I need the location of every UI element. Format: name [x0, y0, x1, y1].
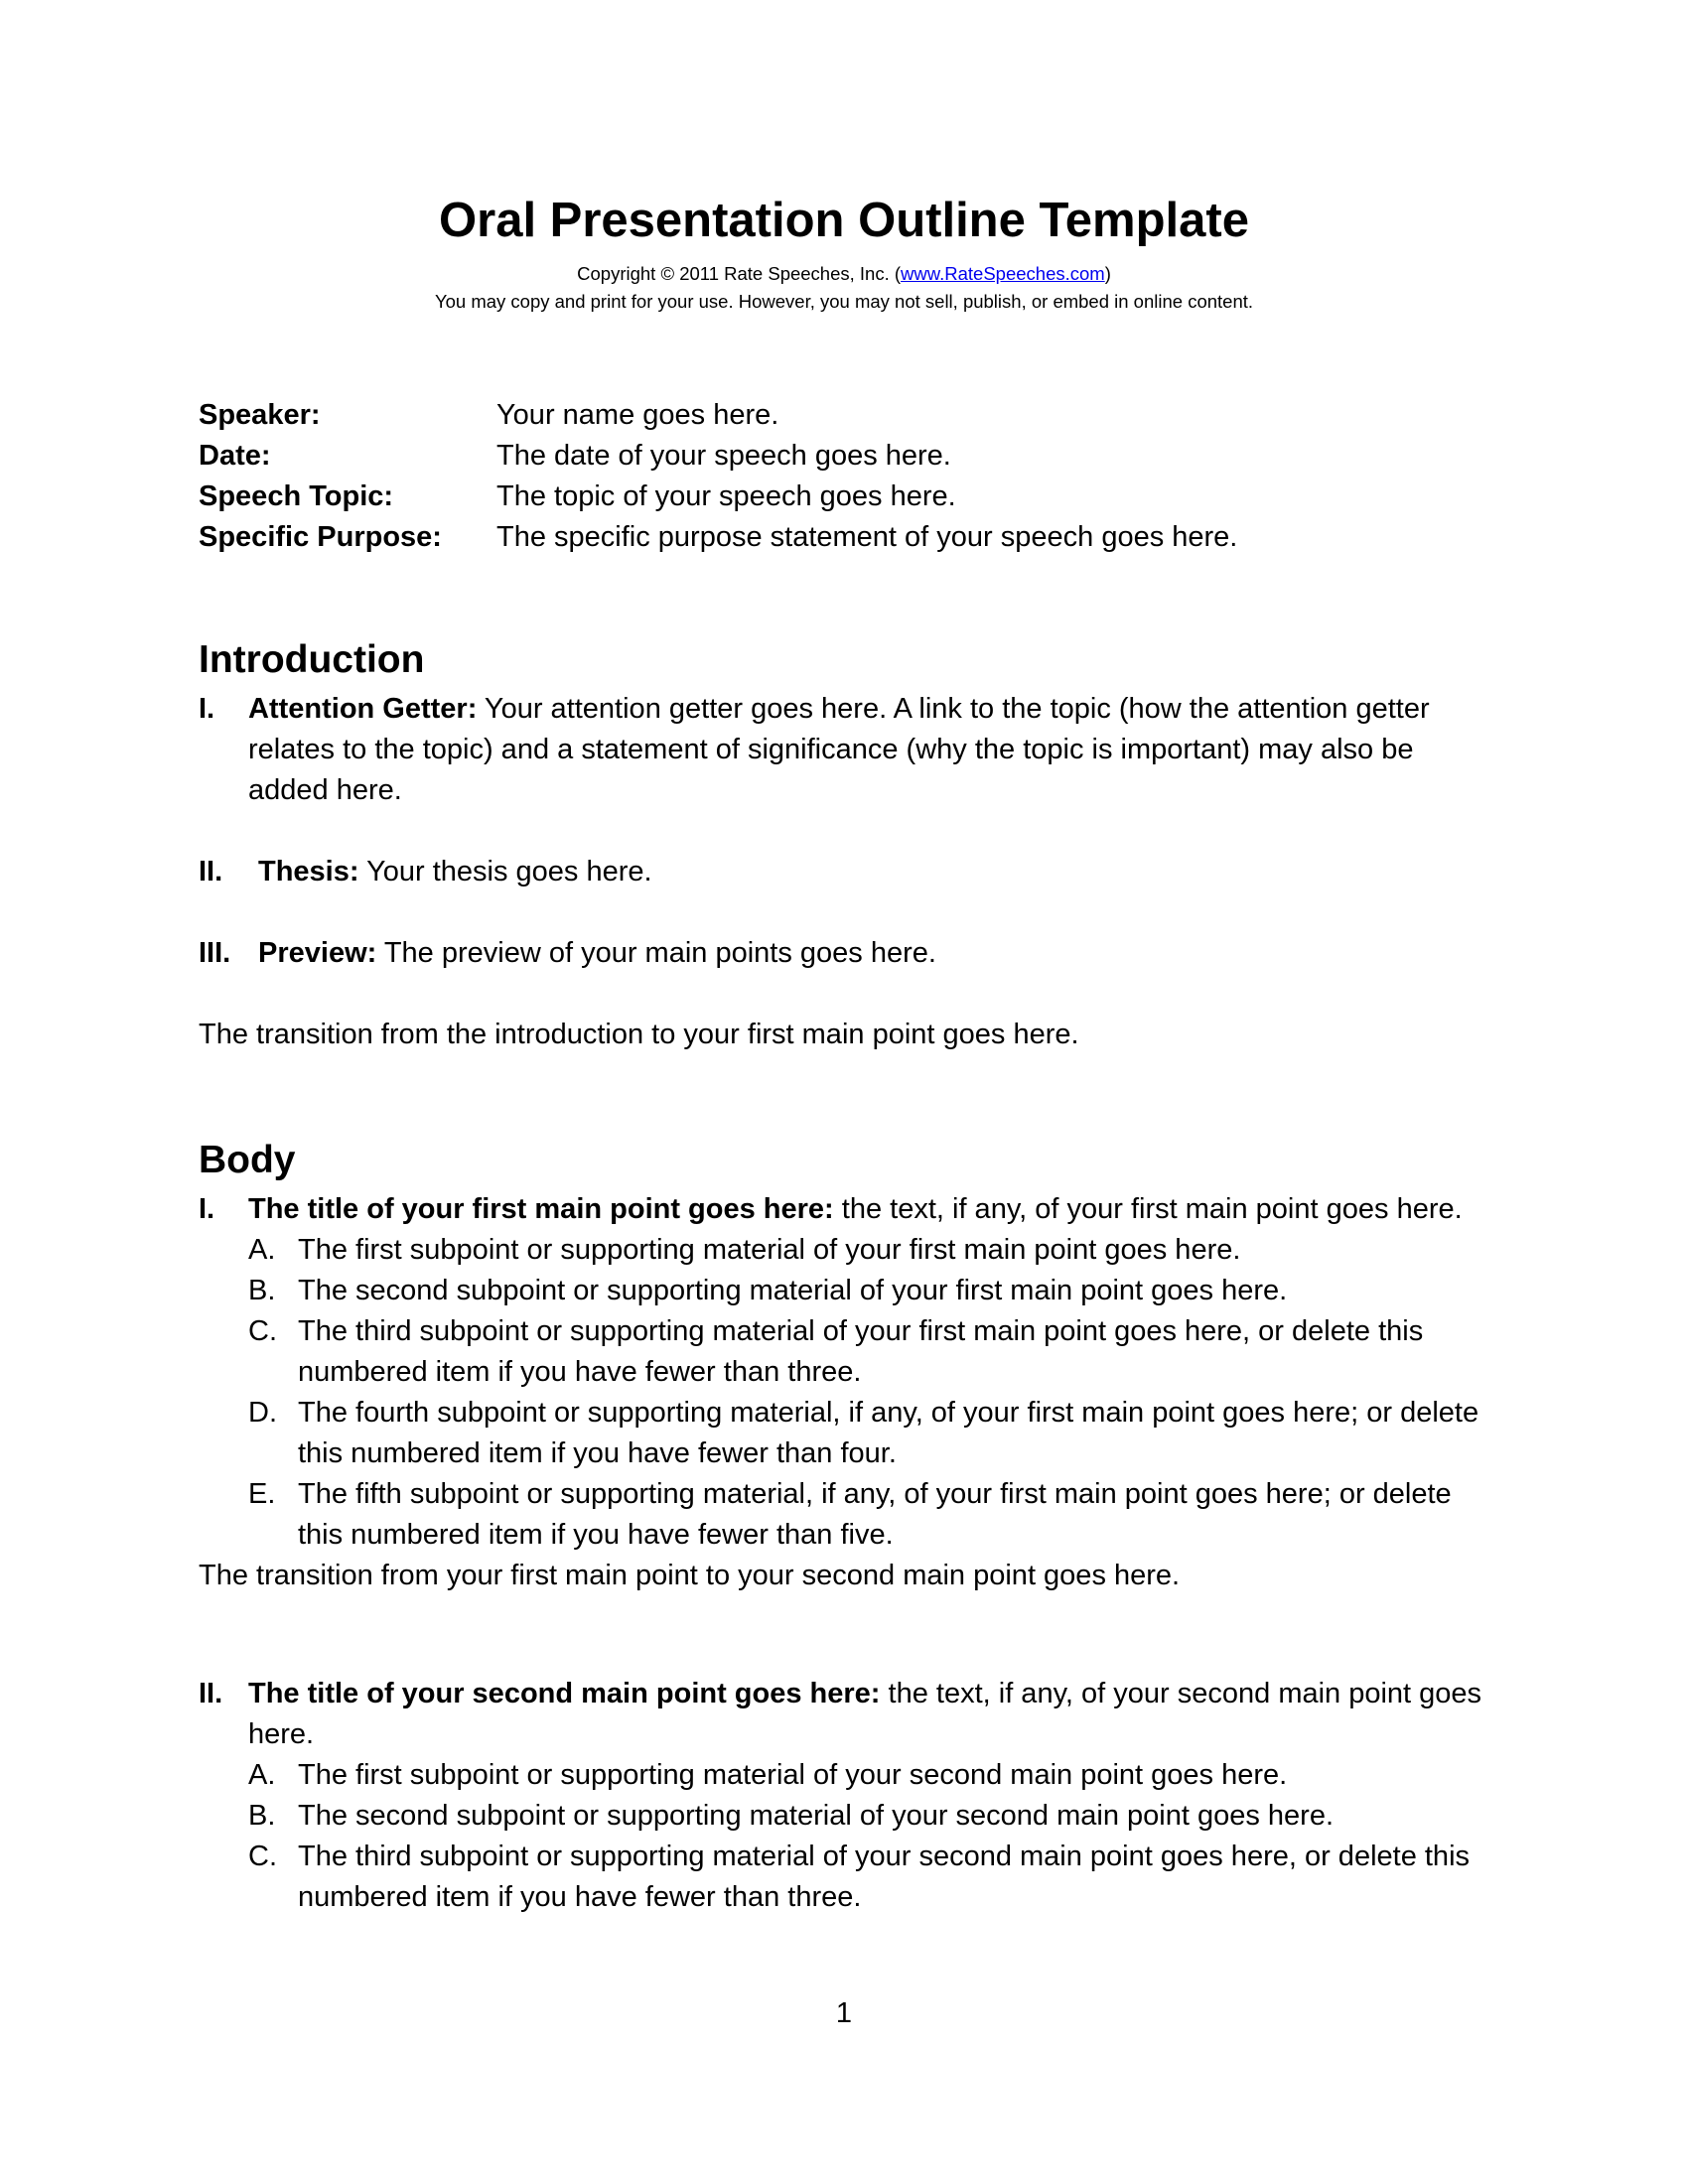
- intro-item-preview: [199, 933, 1489, 974]
- introduction-heading: Introduction: [199, 638, 425, 681]
- copyright-notice: [0, 260, 1688, 316]
- intro-transition: The transition from the introduction to your first main point goes here.: [199, 1019, 1079, 1050]
- item-text: the text, if any, of your second main point goes here.: [248, 1678, 1482, 1750]
- info-value: The topic of your speech goes here.: [496, 480, 956, 512]
- usage-notice: You may copy and print for your use. However, you may not sell, publish, or embed in online content.: [434, 291, 1254, 312]
- info-label: Date:: [199, 440, 271, 472]
- item-number: II.: [199, 1678, 223, 1709]
- main-point: [199, 1674, 1489, 1755]
- page-number: 1: [835, 1997, 853, 2029]
- subpoint-text: The first subpoint or supporting material of your first main point goes here.: [298, 1234, 1241, 1266]
- intro-item-thesis: [199, 852, 1489, 892]
- item-number: II.: [199, 856, 223, 887]
- item-label: Preview:: [258, 937, 377, 969]
- point-transition: The transition from your first main point to your second main point goes here.: [199, 1560, 1181, 1591]
- subpoint-letter: B.: [248, 1800, 276, 1832]
- item-label: Thesis:: [258, 856, 359, 887]
- subpoint: [199, 1755, 1489, 1796]
- item-text: Your attention getter goes here. A link to the topic (how the attention getter relates to the topic) and a statement of significance (why the topic is important) may also be added here.: [248, 693, 1430, 806]
- ratespeeches-link[interactable]: www.RateSpeeches.com: [901, 263, 1105, 284]
- copyright-line: [0, 260, 1688, 288]
- info-label: Speaker:: [199, 399, 321, 431]
- document-title: Oral Presentation Outline Template: [439, 194, 1249, 247]
- body-heading: Body: [199, 1139, 296, 1181]
- subpoint-text: The third subpoint or supporting material of your first main point goes here, or delete this numbered item if you have fewer than three.: [298, 1315, 1424, 1388]
- item-text: The preview of your main points goes here.: [376, 937, 936, 969]
- copyright-suffix: ): [1104, 263, 1111, 284]
- info-row-date: [199, 436, 1489, 477]
- subpoint: [199, 1271, 1489, 1311]
- item-number: I.: [199, 693, 215, 725]
- info-label: Specific Purpose:: [199, 521, 442, 553]
- item-number: III.: [199, 937, 231, 969]
- subpoint: [199, 1393, 1489, 1474]
- info-value: The date of your speech goes here.: [496, 440, 951, 472]
- item-label: The title of your first main point goes here:: [248, 1193, 834, 1225]
- item-text: the text, if any, of your first main point goes here.: [833, 1193, 1463, 1225]
- info-row-speaker: [199, 395, 1489, 436]
- subpoint-text: The first subpoint or supporting material of your second main point goes here.: [298, 1759, 1288, 1791]
- info-row-purpose: [199, 517, 1489, 558]
- subpoint-text: The second subpoint or supporting material of your second main point goes here.: [298, 1800, 1335, 1832]
- subpoint-text: The fourth subpoint or supporting material, if any, of your first main point goes here; or delete this numbered item if you have fewer than four.: [298, 1397, 1479, 1469]
- body-point-1: [199, 1189, 1489, 1596]
- subpoint: [199, 1837, 1489, 1918]
- subpoint: [199, 1311, 1489, 1393]
- subpoint-letter: A.: [248, 1759, 276, 1791]
- info-row-topic: [199, 477, 1489, 517]
- info-value: Your name goes here.: [496, 399, 779, 431]
- subpoint-letter: A.: [248, 1234, 276, 1266]
- subpoint: [199, 1474, 1489, 1556]
- intro-item-attention-getter: [199, 689, 1489, 811]
- info-value: The specific purpose statement of your speech goes here.: [496, 521, 1238, 553]
- item-label: Attention Getter:: [248, 693, 478, 725]
- item-number: I.: [199, 1193, 215, 1225]
- subpoint-letter: C.: [248, 1315, 277, 1347]
- subpoint-letter: B.: [248, 1275, 276, 1306]
- copyright-prefix: Copyright © 2011 Rate Speeches, Inc. (: [577, 263, 902, 284]
- main-point: [199, 1189, 1489, 1230]
- subpoint-text: The second subpoint or supporting material of your first main point goes here.: [298, 1275, 1288, 1306]
- subpoint-letter: D.: [248, 1397, 277, 1429]
- subpoint-text: The third subpoint or supporting material of your second main point goes here, or delete this numbered item if you have fewer than three.: [298, 1841, 1471, 1913]
- subpoint: [199, 1230, 1489, 1271]
- body-point-2: [199, 1674, 1489, 1918]
- info-label: Speech Topic:: [199, 480, 394, 512]
- item-text: Your thesis goes here.: [358, 856, 652, 887]
- subpoint: [199, 1796, 1489, 1837]
- subpoint-letter: C.: [248, 1841, 277, 1872]
- item-label: The title of your second main point goes here:: [248, 1678, 881, 1709]
- speaker-info: [199, 395, 1489, 558]
- outline-item: [199, 689, 1489, 811]
- subpoint-text: The fifth subpoint or supporting material, if any, of your first main point goes here; or delete this numbered item if you have fewer than five.: [298, 1478, 1452, 1551]
- subpoint-letter: E.: [248, 1478, 276, 1510]
- outline-item: [199, 933, 1489, 974]
- outline-item: [199, 852, 1489, 892]
